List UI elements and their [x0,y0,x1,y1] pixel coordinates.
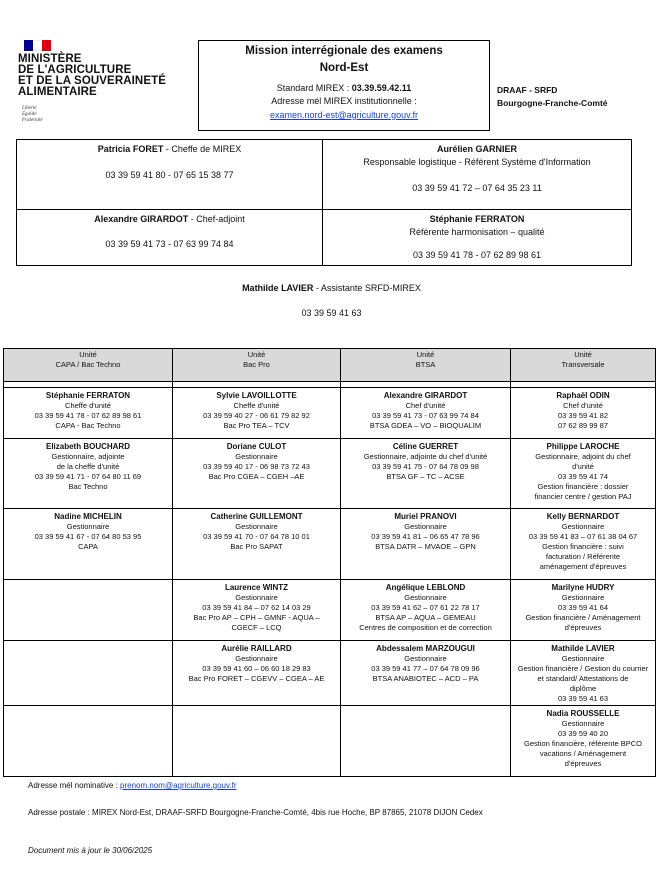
staff-detail: 03 39 59 40 20 [557,729,609,738]
staff-name: Céline GUERRET [392,442,459,451]
staff-detail: 03 39 59 41 62 – 07 61 22 78 17 [371,603,480,612]
staff-detail: 03 39 59 41 64 [557,603,609,612]
staff-detail: 03 39 59 41 73 - 07 63 99 74 84 [372,411,479,420]
staff-detail: Gestionnaire [404,654,447,663]
staff-cell [4,706,173,777]
standard-line: Standard MIREX : 03.39.59.42.11 [276,83,412,93]
staff-detail: Gestionnaire [404,522,447,531]
staff-cell [511,580,656,641]
staff-detail: Gestionnaire, adjointe [51,452,125,461]
staff-name: Angélique LEBLOND [385,583,466,592]
staff-detail: 03 39 59 40 27 - 06 61 79 82 92 [203,411,310,420]
staff-cell [511,641,656,706]
staff-detail: Gestionnaire [235,654,278,663]
staff-cell [511,706,656,777]
nominative-email-link[interactable]: prenom.nom@agriculture.gouv.fr [120,781,237,790]
mirex-email-link[interactable]: examen.nord-est@agriculture.gouv.fr [269,110,419,120]
staff-cell [4,439,173,509]
assistant-phone: 03 39 59 41 63 [301,308,362,318]
header-unit-capa: Unité CAPA / Bac Techno [4,349,173,382]
staff-detail: et standard/ Attestations de [537,674,629,683]
staff-name: Raphaël ODIN [556,391,610,400]
staff-detail: BTSA GDEA – VO – BIOQUALIM [369,421,482,430]
staff-name: Aurélie RAILLARD [221,644,292,653]
contact-card: Patricia FORET - Cheffe de MIREX 03 39 59 41 80 - 07 65 15 38 77 [97,144,242,180]
staff-name: Catherine GUILLEMONT [210,512,303,521]
staff-detail: 03 39 59 40 17 - 06 98 73 72 43 [203,462,310,471]
staff-cell [173,641,341,706]
units-table [3,348,656,777]
staff-name: Marilyne HUDRY [551,583,615,592]
staff-cell [173,580,341,641]
staff-cell [341,439,511,509]
staff-name: Elizabeth BOUCHARD [45,442,130,451]
nominative-email-line: Adresse mél nominative : prenom.nom@agriculture.gouv.fr [28,781,237,790]
table-row [4,439,656,509]
staff-detail: d'épreuves [564,623,602,632]
table-row [4,580,656,641]
staff-detail: Chef d'unité [405,401,446,410]
staff-name: Laurence WINTZ [224,583,289,592]
staff-detail: Gestion financière : suivi [542,542,624,551]
staff-cell [341,641,511,706]
mission-header-box [198,40,490,131]
postal-address: Adresse postale : MIREX Nord-Est, DRAAF-SRFD Bourgogne-Franche-Comté, 4bis rue Hoche, BP 87865, 21078 DIJON Cedex [28,808,483,817]
staff-cell [4,388,173,439]
staff-cell [173,439,341,509]
staff-cell [511,509,656,580]
staff-detail: Gestionnaire [561,719,605,728]
staff-name: Mathilde LAVIER [551,644,615,653]
staff-detail: CGECF – LCQ [231,623,282,632]
staff-detail: CAPA - Bac Techno [55,421,121,430]
staff-name: Philippe LAROCHE [546,442,620,451]
staff-detail: Cheffe d'unité [65,401,111,410]
staff-cell [511,439,656,509]
staff-name: Kelly BERNARDOT [546,512,620,521]
staff-detail: vacations / Aménagement [539,749,627,758]
staff-detail: financier centre / gestion PAJ [534,492,632,501]
staff-cell [341,580,511,641]
staff-detail: BTSA DATR – MVAOE – GPN [375,542,476,551]
staff-detail: Gestionnaire [66,522,110,531]
standard-number: 03.39.59.42.11 [351,83,412,93]
staff-detail: 03 39 59 41 70 - 07 64 78 10 01 [203,532,310,541]
staff-detail: 03 39 59 41 84 – 07 62 14 03 29 [202,603,311,612]
staff-detail: Bac Techno [68,482,108,491]
header-unit-bacpro: Unité Bac Pro [173,349,341,382]
staff-detail: Gestionnaire, adjoint du chef [535,452,631,461]
staff-cell [341,706,511,777]
marianne-flag-logo [24,40,51,51]
assistant-line: Mathilde LAVIER - Assistante SRFD-MIREX [242,283,421,293]
staff-detail: CAPA [78,542,98,551]
staff-cell [4,641,173,706]
staff-detail: Gestion financière / Gestion du courrier [517,664,649,673]
staff-cell [341,509,511,580]
staff-detail: 03 39 59 41 63 [557,694,609,703]
table-row [4,388,656,439]
staff-cell [173,388,341,439]
republic-motto: Liberté Égalité Fraternité [22,106,43,123]
staff-cell [511,388,656,439]
staff-detail: 03 39 59 41 71 - 07 64 80 11 69 [34,472,142,481]
staff-name: Stéphanie FERRATON [45,391,131,400]
staff-detail: Bac Pro TEA – TCV [223,421,290,430]
staff-detail: 03 39 59 41 77 – 07 64 78 09 96 [371,664,480,673]
staff-detail: BTSA AP – AQUA – GEMEAU [375,613,476,622]
management-contacts-grid [16,139,632,266]
staff-detail: BTSA ANABIOTEC – ACD – PA [372,674,479,683]
contact-card: Alexandre GIRARDOT - Chef-adjoint 03 39 59 41 73 - 07 63 99 74 84 [94,214,245,249]
staff-detail: 03 39 59 41 60 – 06 60 18 29 83 [202,664,311,673]
staff-detail: facturation / Référente [545,552,621,561]
header-unit-transversale: Unité Transversale [511,349,656,382]
header-unit-btsa: Unité BTSA [341,349,511,382]
table-header-row [4,349,656,382]
flag-white [33,40,42,51]
staff-detail: Gestionnaire [561,593,605,602]
staff-detail: Bac Pro SAPAT [230,542,283,551]
staff-name: Nadia ROUSSELLE [546,709,620,718]
contact-card: Aurélien GARNIER Responsable logistique - Référent Système d'Information 03 39 59 41 72 – 07 64 35 23 11 [363,144,591,193]
staff-cell [173,706,341,777]
staff-detail: 03 39 59 41 75 - 07 64 78 09 98 [372,462,479,471]
staff-name: Abdessalem MARZOUGUI [376,644,475,653]
staff-detail: BTSA GF – TC – ACSE [386,472,465,481]
staff-detail: Centres de composition et de correction [359,623,492,632]
mission-subtitle: Nord-Est [319,62,369,74]
staff-detail: diplôme [569,684,597,693]
staff-name: Nadine MICHELIN [54,512,122,521]
update-date: Document mis à jour le 30/06/2025 [28,846,153,855]
staff-detail: Cheffe d'unité [233,401,280,410]
staff-name: Sylvie LAVOILLOTTE [216,391,297,400]
staff-detail: aménagement d'épreuves [539,562,627,571]
staff-detail: de la cheffe d'unité [56,462,120,471]
staff-cell [341,388,511,439]
staff-detail: Bac Pro FORET – CGEVV – CGEA – AE [188,674,325,683]
staff-name: Alexandre GIRARDOT [383,391,468,400]
staff-detail: 03 39 59 41 67 - 07 64 80 53 95 [34,532,142,541]
staff-name: Doriane CULOT [226,442,287,451]
staff-name: Muriel PRANOVI [394,512,457,521]
staff-cell [4,580,173,641]
staff-detail: d'unité [572,462,594,471]
staff-detail: Gestionnaire [235,522,278,531]
mission-title: Mission interrégionale des examens [245,45,443,57]
table-row [4,641,656,706]
staff-detail: Gestionnaire [404,593,447,602]
staff-detail: 03 39 59 41 83 – 07 61 38 04 67 [528,532,638,541]
staff-detail: Gestion financière : dossier [537,482,629,491]
staff-detail: 07 62 89 99 87 [557,421,609,430]
staff-detail: Chef d'unité [563,401,603,410]
staff-detail: Gestion financière / Aménagement [525,613,641,622]
draaf-label: DRAAF - SRFD Bourgogne-Franche-Comté [497,85,608,108]
staff-cell [173,509,341,580]
staff-detail: Bac Pro AP – CPH – GMNF - AQUA – [193,613,320,622]
table-row [4,509,656,580]
flag-blue [24,40,33,51]
staff-detail: 03 39 59 41 74 [557,472,609,481]
staff-detail: Bac Pro CGEA – CGEH –AE [208,472,305,481]
table-row [4,706,656,777]
staff-detail: Gestionnaire, adjointe du chef d'unité [363,452,488,461]
staff-cell [4,509,173,580]
staff-detail: 03 39 59 41 78 - 07 62 89 98 61 [34,411,142,420]
staff-detail: Gestionnaire [561,654,605,663]
staff-detail: Gestion financière, référente BPCO [524,739,642,748]
email-label: Adresse mél MIREX institutionnelle : [271,96,417,106]
staff-detail: 03 39 59 41 82 [557,411,609,420]
staff-detail: d'épreuves [564,759,602,768]
staff-detail: 03 39 59 41 81 – 06 65 47 78 96 [371,532,480,541]
staff-detail: Gestionnaire [235,452,278,461]
contact-card: Stéphanie FERRATON Référente harmonisation – qualité 03 39 59 41 78 - 07 62 89 98 61 [409,214,545,260]
staff-detail: Gestionnaire [235,593,278,602]
flag-red [42,40,51,51]
staff-detail: Gestionnaire [561,522,605,531]
ministry-name: MINISTÈRE DE L'AGRICULTURE ET DE LA SOUVERAINETÉ ALIMENTAIRE [18,53,166,98]
